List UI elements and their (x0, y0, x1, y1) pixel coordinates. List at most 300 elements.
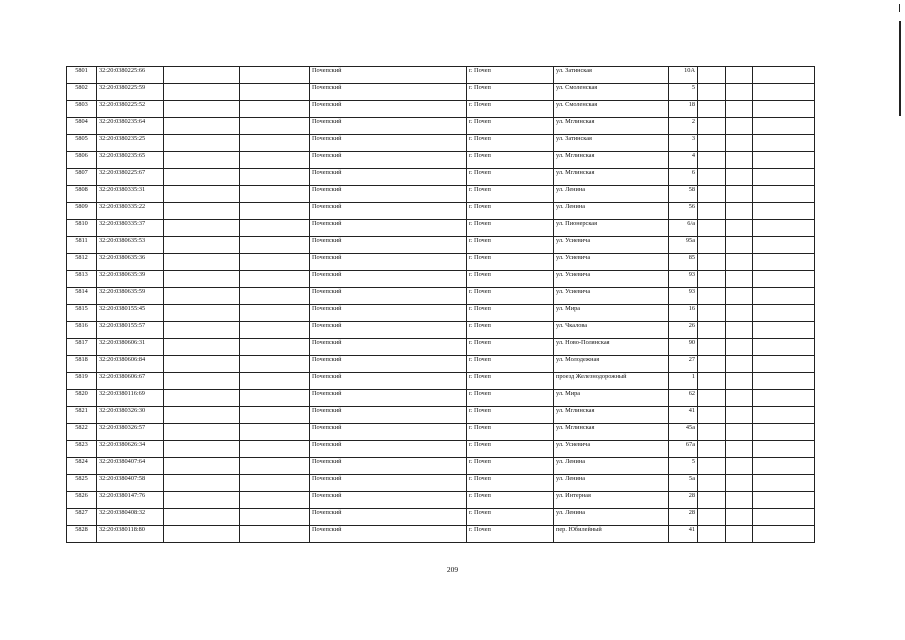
cadastral-number-cell: 32:20:0380225:59 (97, 84, 164, 101)
street-cell: проезд Железнодорожный (554, 373, 669, 390)
empty-cell (726, 254, 753, 271)
cadastral-number-cell: 32:20:0380225:66 (97, 67, 164, 84)
cadastral-number-cell: 32:20:0380635:39 (97, 271, 164, 288)
table-row (67, 509, 815, 526)
empty-cell (753, 186, 815, 203)
empty-cell (698, 373, 726, 390)
empty-cell (240, 220, 310, 237)
table-row (67, 322, 815, 339)
street-cell: ул. Затинская (554, 67, 669, 84)
table-row (67, 101, 815, 118)
cadastral-number-cell: 32:20:0380606:31 (97, 339, 164, 356)
empty-cell (164, 67, 240, 84)
empty-cell (164, 458, 240, 475)
empty-cell (698, 339, 726, 356)
empty-cell (726, 407, 753, 424)
empty-cell (164, 203, 240, 220)
cadastral-number-cell: 32:20:0380635:36 (97, 254, 164, 271)
table-row (67, 305, 815, 322)
empty-cell (164, 322, 240, 339)
empty-cell (726, 390, 753, 407)
table-row (67, 492, 815, 509)
city-cell: г. Почеп (467, 305, 554, 322)
empty-cell (726, 186, 753, 203)
table-row (67, 186, 815, 203)
empty-cell (698, 135, 726, 152)
city-cell: г. Почеп (467, 288, 554, 305)
empty-cell (726, 356, 753, 373)
cadastral-number-cell: 32:20:0380225:52 (97, 101, 164, 118)
city-cell: г. Почеп (467, 407, 554, 424)
cadastral-number-cell: 32:20:0380326:30 (97, 407, 164, 424)
empty-cell (726, 237, 753, 254)
street-cell: ул. Мглинская (554, 407, 669, 424)
table-row (67, 220, 815, 237)
cadastral-number-cell: 32:20:0380116:69 (97, 390, 164, 407)
house-number-cell: 16 (669, 305, 698, 322)
cadastral-number-cell: 32:20:0380155:57 (97, 322, 164, 339)
district-cell: Почепский (310, 254, 467, 271)
empty-cell (240, 526, 310, 543)
empty-cell (726, 373, 753, 390)
street-cell: ул. Ленина (554, 186, 669, 203)
empty-cell (753, 509, 815, 526)
empty-cell (240, 186, 310, 203)
city-cell: г. Почеп (467, 509, 554, 526)
house-number-cell: 5а (669, 475, 698, 492)
empty-cell (164, 118, 240, 135)
empty-cell (164, 84, 240, 101)
city-cell: г. Почеп (467, 186, 554, 203)
empty-cell (240, 152, 310, 169)
table-row (67, 169, 815, 186)
empty-cell (698, 186, 726, 203)
district-cell: Почепский (310, 220, 467, 237)
district-cell: Почепский (310, 288, 467, 305)
house-number-cell: 45а (669, 424, 698, 441)
empty-cell (240, 288, 310, 305)
empty-cell (698, 84, 726, 101)
house-number-cell: 56 (669, 203, 698, 220)
row-number-cell: 5814 (67, 288, 97, 305)
empty-cell (726, 492, 753, 509)
empty-cell (164, 441, 240, 458)
empty-cell (726, 305, 753, 322)
empty-cell (753, 84, 815, 101)
district-cell: Почепский (310, 441, 467, 458)
house-number-cell: 6/а (669, 220, 698, 237)
district-cell: Почепский (310, 339, 467, 356)
house-number-cell: 58 (669, 186, 698, 203)
table-row (67, 390, 815, 407)
row-number-cell: 5804 (67, 118, 97, 135)
cadastral-number-cell: 32:20:0380335:31 (97, 186, 164, 203)
row-number-cell: 5815 (67, 305, 97, 322)
empty-cell (698, 67, 726, 84)
house-number-cell: 28 (669, 509, 698, 526)
city-cell: г. Почеп (467, 356, 554, 373)
house-number-cell: 18 (669, 101, 698, 118)
empty-cell (698, 458, 726, 475)
cadastral-number-cell: 32:20:0380335:37 (97, 220, 164, 237)
city-cell: г. Почеп (467, 254, 554, 271)
house-number-cell: 93 (669, 271, 698, 288)
empty-cell (726, 441, 753, 458)
empty-cell (164, 220, 240, 237)
table-row (67, 407, 815, 424)
cadastral-number-cell: 32:20:0380408:32 (97, 509, 164, 526)
district-cell: Почепский (310, 407, 467, 424)
city-cell: г. Почеп (467, 441, 554, 458)
empty-cell (753, 220, 815, 237)
empty-cell (753, 458, 815, 475)
street-cell: ул. Интерная (554, 492, 669, 509)
empty-cell (753, 424, 815, 441)
empty-cell (753, 356, 815, 373)
empty-cell (698, 424, 726, 441)
district-cell: Почепский (310, 424, 467, 441)
page-number: 209 (446, 565, 459, 574)
empty-cell (240, 373, 310, 390)
empty-cell (753, 203, 815, 220)
row-number-cell: 5812 (67, 254, 97, 271)
empty-cell (726, 424, 753, 441)
house-number-cell: 93 (669, 288, 698, 305)
empty-cell (726, 475, 753, 492)
empty-cell (698, 118, 726, 135)
empty-cell (698, 509, 726, 526)
district-cell: Почепский (310, 169, 467, 186)
empty-cell (753, 441, 815, 458)
row-number-cell: 5822 (67, 424, 97, 441)
table-row (67, 135, 815, 152)
row-number-cell: 5816 (67, 322, 97, 339)
table-row (67, 118, 815, 135)
cadastral-number-cell: 32:20:0380235:25 (97, 135, 164, 152)
empty-cell (753, 526, 815, 543)
district-cell: Почепский (310, 458, 467, 475)
scan-edge-bar (899, 21, 901, 116)
empty-cell (240, 509, 310, 526)
table-row (67, 424, 815, 441)
house-number-cell: 1 (669, 373, 698, 390)
cadastral-number-cell: 32:20:0380326:57 (97, 424, 164, 441)
empty-cell (240, 492, 310, 509)
district-cell: Почепский (310, 186, 467, 203)
empty-cell (164, 169, 240, 186)
empty-cell (164, 407, 240, 424)
row-number-cell: 5828 (67, 526, 97, 543)
city-cell: г. Почеп (467, 203, 554, 220)
row-number-cell: 5807 (67, 169, 97, 186)
cadastral-number-cell: 32:20:0380626:34 (97, 441, 164, 458)
empty-cell (753, 339, 815, 356)
empty-cell (753, 288, 815, 305)
row-number-cell: 5801 (67, 67, 97, 84)
city-cell: г. Почеп (467, 424, 554, 441)
street-cell: ул. Молодежная (554, 356, 669, 373)
empty-cell (164, 475, 240, 492)
empty-cell (698, 101, 726, 118)
street-cell: ул. Пионерская (554, 220, 669, 237)
empty-cell (698, 322, 726, 339)
city-cell: г. Почеп (467, 237, 554, 254)
district-cell: Почепский (310, 492, 467, 509)
city-cell: г. Почеп (467, 322, 554, 339)
registry-body (67, 67, 815, 543)
empty-cell (240, 135, 310, 152)
empty-cell (240, 67, 310, 84)
empty-cell (726, 118, 753, 135)
empty-cell (240, 271, 310, 288)
empty-cell (753, 254, 815, 271)
district-cell: Почепский (310, 135, 467, 152)
district-cell: Почепский (310, 509, 467, 526)
table-row (67, 441, 815, 458)
district-cell: Почепский (310, 203, 467, 220)
city-cell: г. Почеп (467, 152, 554, 169)
house-number-cell: 41 (669, 526, 698, 543)
row-number-cell: 5823 (67, 441, 97, 458)
empty-cell (164, 373, 240, 390)
street-cell: ул. Мглинская (554, 424, 669, 441)
empty-cell (698, 237, 726, 254)
table-row (67, 271, 815, 288)
street-cell: ул. Усиевича (554, 271, 669, 288)
empty-cell (753, 152, 815, 169)
street-cell: ул. Усиевича (554, 254, 669, 271)
empty-cell (753, 271, 815, 288)
house-number-cell: 67а (669, 441, 698, 458)
cadastral-number-cell: 32:20:0380606:67 (97, 373, 164, 390)
table-row (67, 237, 815, 254)
table-row (67, 475, 815, 492)
street-cell: ул. Чкалова (554, 322, 669, 339)
house-number-cell: 90 (669, 339, 698, 356)
empty-cell (726, 526, 753, 543)
empty-cell (240, 169, 310, 186)
empty-cell (240, 254, 310, 271)
empty-cell (164, 424, 240, 441)
row-number-cell: 5819 (67, 373, 97, 390)
row-number-cell: 5813 (67, 271, 97, 288)
row-number-cell: 5802 (67, 84, 97, 101)
house-number-cell: 41 (669, 407, 698, 424)
empty-cell (698, 356, 726, 373)
empty-cell (726, 271, 753, 288)
empty-cell (240, 475, 310, 492)
empty-cell (698, 475, 726, 492)
district-cell: Почепский (310, 152, 467, 169)
district-cell: Почепский (310, 305, 467, 322)
table-row (67, 67, 815, 84)
district-cell: Почепский (310, 475, 467, 492)
row-number-cell: 5817 (67, 339, 97, 356)
city-cell: г. Почеп (467, 67, 554, 84)
empty-cell (726, 169, 753, 186)
city-cell: г. Почеп (467, 339, 554, 356)
city-cell: г. Почеп (467, 526, 554, 543)
row-number-cell: 5821 (67, 407, 97, 424)
empty-cell (164, 237, 240, 254)
city-cell: г. Почеп (467, 101, 554, 118)
cadastral-number-cell: 32:20:0380635:53 (97, 237, 164, 254)
empty-cell (164, 101, 240, 118)
empty-cell (753, 322, 815, 339)
house-number-cell: 3 (669, 135, 698, 152)
row-number-cell: 5824 (67, 458, 97, 475)
street-cell: ул. Мира (554, 305, 669, 322)
table-row (67, 526, 815, 543)
street-cell: ул. Ленина (554, 203, 669, 220)
empty-cell (698, 526, 726, 543)
street-cell: ул. Мглинская (554, 152, 669, 169)
cadastral-number-cell: 32:20:0380235:65 (97, 152, 164, 169)
district-cell: Почепский (310, 271, 467, 288)
empty-cell (240, 407, 310, 424)
row-number-cell: 5820 (67, 390, 97, 407)
city-cell: г. Почеп (467, 169, 554, 186)
empty-cell (698, 152, 726, 169)
empty-cell (753, 390, 815, 407)
empty-cell (753, 67, 815, 84)
city-cell: г. Почеп (467, 475, 554, 492)
district-cell: Почепский (310, 67, 467, 84)
cadastral-number-cell: 32:20:0380407:64 (97, 458, 164, 475)
district-cell: Почепский (310, 101, 467, 118)
street-cell: ул. Усиевича (554, 237, 669, 254)
table-row (67, 203, 815, 220)
table-row (67, 356, 815, 373)
empty-cell (164, 288, 240, 305)
empty-cell (698, 288, 726, 305)
empty-cell (726, 458, 753, 475)
street-cell: ул. Ново-Полянская (554, 339, 669, 356)
city-cell: г. Почеп (467, 373, 554, 390)
empty-cell (726, 84, 753, 101)
street-cell: ул. Ленина (554, 458, 669, 475)
empty-cell (698, 271, 726, 288)
row-number-cell: 5810 (67, 220, 97, 237)
row-number-cell: 5806 (67, 152, 97, 169)
house-number-cell: 5 (669, 458, 698, 475)
empty-cell (240, 441, 310, 458)
empty-cell (753, 118, 815, 135)
empty-cell (753, 169, 815, 186)
empty-cell (726, 220, 753, 237)
empty-cell (698, 492, 726, 509)
house-number-cell: 28 (669, 492, 698, 509)
city-cell: г. Почеп (467, 220, 554, 237)
empty-cell (698, 441, 726, 458)
cadastral-number-cell: 32:20:0380635:59 (97, 288, 164, 305)
row-number-cell: 5818 (67, 356, 97, 373)
district-cell: Почепский (310, 237, 467, 254)
row-number-cell: 5825 (67, 475, 97, 492)
empty-cell (698, 220, 726, 237)
street-cell: ул. Мглинская (554, 169, 669, 186)
cadastral-number-cell: 32:20:0380147:76 (97, 492, 164, 509)
empty-cell (240, 390, 310, 407)
empty-cell (164, 339, 240, 356)
empty-cell (164, 526, 240, 543)
empty-cell (726, 135, 753, 152)
row-number-cell: 5826 (67, 492, 97, 509)
empty-cell (240, 424, 310, 441)
street-cell: ул. Мира (554, 390, 669, 407)
row-number-cell: 5809 (67, 203, 97, 220)
empty-cell (726, 322, 753, 339)
property-registry-table (66, 66, 815, 543)
empty-cell (698, 407, 726, 424)
district-cell: Почепский (310, 526, 467, 543)
house-number-cell: 10А (669, 67, 698, 84)
empty-cell (726, 203, 753, 220)
cadastral-number-cell: 32:20:0380407:58 (97, 475, 164, 492)
empty-cell (240, 305, 310, 322)
empty-cell (164, 356, 240, 373)
table-row (67, 254, 815, 271)
district-cell: Почепский (310, 356, 467, 373)
empty-cell (753, 305, 815, 322)
empty-cell (164, 152, 240, 169)
row-number-cell: 5811 (67, 237, 97, 254)
house-number-cell: 62 (669, 390, 698, 407)
street-cell: ул. Затинская (554, 135, 669, 152)
empty-cell (753, 373, 815, 390)
empty-cell (753, 407, 815, 424)
empty-cell (164, 509, 240, 526)
empty-cell (753, 101, 815, 118)
house-number-cell: 2 (669, 118, 698, 135)
empty-cell (698, 305, 726, 322)
empty-cell (164, 271, 240, 288)
street-cell: ул. Мглинская (554, 118, 669, 135)
house-number-cell: 95а (669, 237, 698, 254)
city-cell: г. Почеп (467, 492, 554, 509)
city-cell: г. Почеп (467, 135, 554, 152)
row-number-cell: 5827 (67, 509, 97, 526)
cadastral-number-cell: 32:20:0380235:64 (97, 118, 164, 135)
empty-cell (240, 237, 310, 254)
empty-cell (726, 152, 753, 169)
street-cell: ул. Ленина (554, 475, 669, 492)
row-number-cell: 5803 (67, 101, 97, 118)
house-number-cell: 6 (669, 169, 698, 186)
table-row (67, 339, 815, 356)
table-row (67, 152, 815, 169)
cadastral-number-cell: 32:20:0380335:22 (97, 203, 164, 220)
scan-edge-mark (899, 4, 900, 12)
street-cell: ул. Ленина (554, 509, 669, 526)
cadastral-number-cell: 32:20:0380606:84 (97, 356, 164, 373)
empty-cell (164, 135, 240, 152)
table-row (67, 373, 815, 390)
empty-cell (240, 101, 310, 118)
district-cell: Почепский (310, 84, 467, 101)
district-cell: Почепский (310, 118, 467, 135)
empty-cell (726, 101, 753, 118)
house-number-cell: 4 (669, 152, 698, 169)
street-cell: ул. Усиевича (554, 441, 669, 458)
empty-cell (726, 339, 753, 356)
house-number-cell: 27 (669, 356, 698, 373)
empty-cell (753, 475, 815, 492)
empty-cell (240, 339, 310, 356)
city-cell: г. Почеп (467, 458, 554, 475)
city-cell: г. Почеп (467, 271, 554, 288)
cadastral-number-cell: 32:20:0380225:67 (97, 169, 164, 186)
